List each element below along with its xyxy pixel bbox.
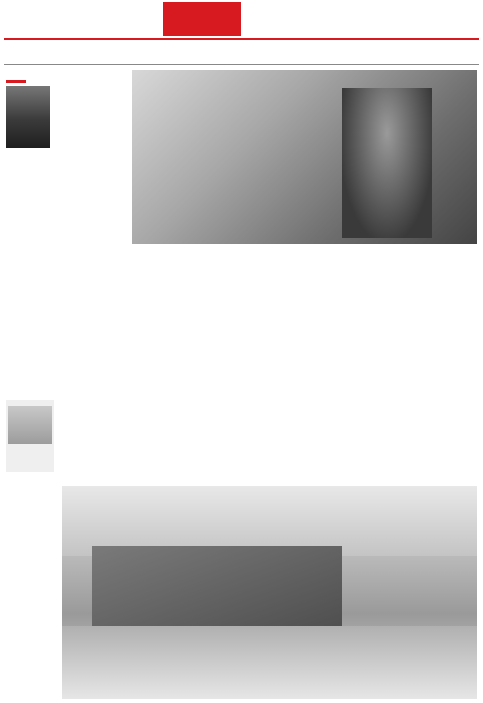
article-column-5 [385, 256, 477, 426]
article-column-4 [297, 256, 381, 482]
advertisement-banner [163, 2, 479, 36]
header-rule [4, 38, 479, 40]
author-portrait [6, 86, 50, 148]
bio-marker [6, 80, 26, 83]
photo-village [62, 486, 477, 699]
article-column-3 [213, 256, 293, 482]
photo-boatman [132, 70, 477, 244]
book-cover [6, 400, 54, 472]
photo-water [62, 626, 477, 699]
headline-rule [4, 64, 479, 65]
photo-houses [92, 546, 342, 636]
brand-logo [163, 2, 241, 36]
photo-subject [342, 88, 432, 238]
book-cover-image [8, 406, 52, 444]
article-column-2 [132, 256, 210, 482]
article-column-1 [62, 86, 128, 490]
